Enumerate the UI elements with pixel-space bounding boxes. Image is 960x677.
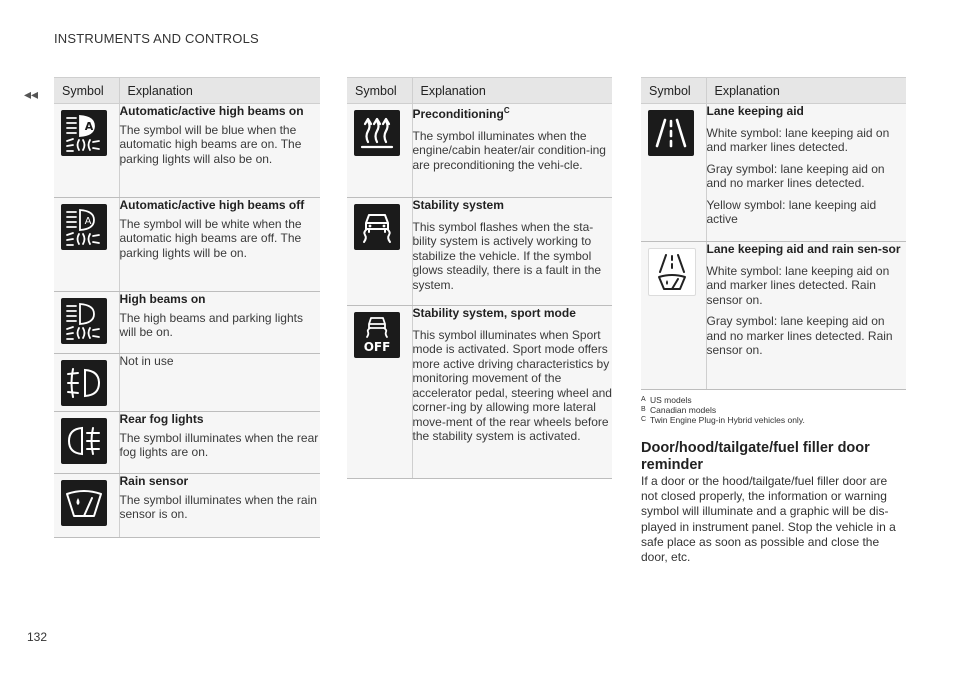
lane-keeping-aid-icon <box>648 110 694 156</box>
table-row <box>54 292 320 354</box>
row-description: The symbol will be white when the automatic high beams are off. The parking lights will be on. <box>119 216 302 260</box>
row-title: Automatic/active high beams on <box>119 104 304 118</box>
front-fog-light-icon <box>61 360 107 406</box>
row-title: Stability system <box>412 198 504 212</box>
row-title <box>413 104 613 122</box>
symbol-table-2 <box>347 77 612 479</box>
table-row <box>54 412 320 474</box>
row-title: Lane keeping aid and rain sen-sor <box>706 242 901 256</box>
section-header: INSTRUMENTS AND CONTROLS <box>54 31 259 46</box>
row-description: The symbol illuminates when the rear fog lights are on. <box>119 430 319 459</box>
rain-sensor-icon <box>61 480 107 526</box>
row-title: High beams on <box>119 292 206 306</box>
svg-text:A: A <box>84 120 94 133</box>
footnotes <box>641 395 805 425</box>
row-title-text: Preconditioning <box>412 107 504 121</box>
auto-high-beams-on-icon <box>61 110 107 156</box>
row-description: The symbol illuminates when the engine/cabin heater/air condition-ing are preconditioning the vehi-cle. <box>412 128 606 172</box>
table-row <box>347 104 612 198</box>
explanation-header: Explanation <box>119 78 320 104</box>
row-description: The symbol will be blue when the automatic high beams are on. The parking lights will also be on. <box>119 122 302 166</box>
row-description: The symbol illuminates when the rain sensor is on. <box>119 492 317 521</box>
footnote: C Twin Engine Plug-in Hybrid vehicles only. <box>641 415 805 425</box>
table-row <box>54 474 320 538</box>
symbol-header: Symbol <box>347 78 412 104</box>
row-description: Not in use <box>119 354 174 368</box>
row-title: Automatic/active high beams off <box>119 198 305 212</box>
table-row <box>347 306 612 479</box>
row-description: This symbol flashes when the sta-bility system is actively working to stabilize the vehicle. If the symbol glows steadily, there is a fault in the system. <box>412 219 602 292</box>
door-reminder-heading: Door/hood/tailgate/fuel filler door reminder <box>641 440 870 473</box>
table-row <box>54 354 320 412</box>
off-label: OFF <box>363 340 391 354</box>
back-arrow-icon[interactable]: ◂◂ <box>24 86 39 102</box>
row-title: Stability system, sport mode <box>412 306 576 320</box>
auto-high-beams-off-icon <box>61 204 107 250</box>
symbol-table-3 <box>641 77 906 390</box>
preconditioning-icon <box>354 110 400 156</box>
row-description: The high beams and parking lights will be on. <box>119 310 303 339</box>
row-title: Lane keeping aid <box>706 104 804 118</box>
explanation-header: Explanation <box>706 78 906 104</box>
table-row <box>347 198 612 306</box>
lane-keeping-rain-sensor-icon <box>648 248 696 296</box>
stability-sport-mode-icon <box>354 312 400 358</box>
row-description: Yellow symbol: lane keeping aid active <box>706 197 877 226</box>
table-row <box>54 198 320 292</box>
row-description: White symbol: lane keeping aid on and marker lines detected. <box>706 125 890 154</box>
row-description: Gray symbol: lane keeping aid on and no marker lines detected. Rain sensor on. <box>706 314 893 357</box>
footnote: A US models <box>641 395 692 405</box>
svg-text:A: A <box>84 216 92 227</box>
row-description: Gray symbol: lane keeping aid on and no marker lines detected. <box>706 161 885 190</box>
row-description: White symbol: lane keeping aid on and marker lines detected. Rain sensor on. <box>706 263 890 307</box>
footnote-ref: C <box>503 106 510 115</box>
row-description: This symbol illuminates when Sport mode is activated. Sport mode offers more active driving characteristics by monitoring movement of the accelerator pedal, steering wheel and corner-ing by allowing more lateral move-ment of the rear wheels before the stability system is activated. <box>412 327 612 443</box>
door-reminder-body: If a door or the hood/tailgate/fuel filler door are not closed properly, the information or warning symbol will illuminate and a graphic will be dis-played in instrument panel. Stop the vehicle in a safe place as soon as possible and close the door, etc. <box>641 474 896 565</box>
row-title: Rain sensor <box>119 474 189 488</box>
page-number: 132 <box>27 630 48 644</box>
high-beams-icon <box>61 298 107 344</box>
table-row <box>641 104 906 242</box>
symbol-table-1 <box>54 77 320 538</box>
stability-system-icon <box>354 204 400 250</box>
symbol-header: Symbol <box>54 78 119 104</box>
symbol-header: Symbol <box>641 78 706 104</box>
table-row <box>54 104 320 198</box>
footnote: B Canadian models <box>641 405 717 415</box>
rear-fog-light-icon <box>61 418 107 464</box>
explanation-header: Explanation <box>412 78 612 104</box>
table-row <box>641 242 906 390</box>
row-title: Rear fog lights <box>119 412 204 426</box>
